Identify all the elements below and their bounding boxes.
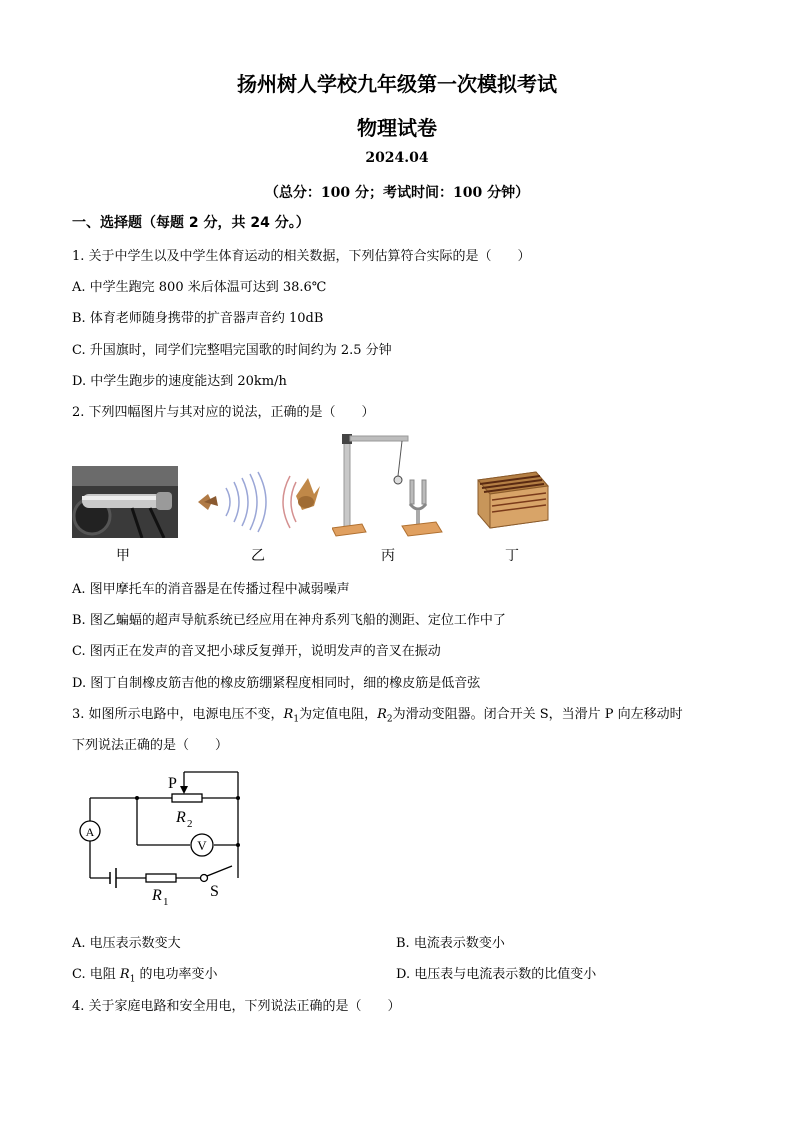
circuit-diagram [72,768,252,908]
ammeter-label: A [85,825,95,839]
q2-option-b: B. 图乙蝙蝠的超声导航系统已经应用在神舟系列飞船的测距、定位工作中了 [72,613,506,628]
question-2-stem: 2. 下列四幅图片与其对应的说法，正确的是（ ） [72,405,375,420]
q3-option-a: A. 电压表示数变大 [72,936,181,951]
figure-label-ding: 丁 [505,548,519,564]
q3-r1-subscript: 1 [293,714,300,725]
rubber-band-guitar-figure [470,466,550,530]
r2-label: R [176,809,186,826]
r1-subscript: 1 [163,896,169,908]
q3-option-c-suffix: 的电功率变小 [135,967,218,982]
school-title: 扬州树人学校九年级第一次模拟考试 [237,72,557,96]
bat-echolocation-figure [196,466,320,538]
question-1-stem: 1. 关于中学生以及中学生体育运动的相关数据，下列估算符合实际的是（ ） [72,249,531,264]
q3-option-c-prefix: C. 电阻 [72,967,120,982]
figure-label-bing: 丙 [381,548,395,564]
q3-option-c [72,963,218,985]
tuning-fork-figure [332,432,444,538]
r2-subscript: 2 [187,818,193,830]
figure-label-jia: 甲 [116,548,130,564]
q3-stem-part-c: 为滑动变阻器。闭合开关 S，当滑片 P 向左移动时 [392,707,683,722]
slider-label: P [168,775,177,792]
q3-option-c-r: R [119,967,130,982]
q3-r1-symbol: R [283,707,294,722]
q1-option-a: A. 中学生跑完 800 米后体温可达到 38.6℃ [72,280,327,295]
q1-option-d: D. 中学生跑步的速度能达到 20km/h [72,374,287,389]
q3-r2-subscript: 2 [386,714,393,725]
q2-option-d: D. 图丁自制橡皮筋吉他的橡皮筋绷紧程度相同时，细的橡皮筋是低音弦 [72,676,481,691]
voltmeter-label: V [197,838,207,853]
question-3-stem-line1 [72,703,683,725]
q3-option-c-sub: 1 [129,974,136,985]
figure-label-yi: 乙 [251,548,265,564]
subject-title: 物理试卷 [357,116,437,140]
q3-stem-part-a: 3. 如图所示电路中，电源电压不变， [72,707,284,722]
exam-info: （总分：100 分；考试时间：100 分钟） [264,185,530,201]
q2-option-c: C. 图丙正在发声的音叉把小球反复弹开，说明发声的音叉在振动 [72,644,441,659]
q2-option-a: A. 图甲摩托车的消音器是在传播过程中减弱噪声 [72,582,350,597]
question-3-stem-line2: 下列说法正确的是（ ） [72,738,229,753]
q3-option-b: B. 电流表示数变小 [396,936,505,951]
switch-label: S [210,883,219,900]
q3-r2-symbol: R [377,707,387,722]
question-4-stem: 4. 关于家庭电路和安全用电，下列说法正确的是（ ） [72,999,401,1014]
slider-arrow-icon [180,786,188,794]
motorcycle-muffler-figure [72,466,178,538]
r1-label: R [152,887,162,904]
q1-option-b: B. 体育老师随身携带的扩音器声音约 10dB [72,311,324,326]
exam-date: 2024.04 [365,150,429,166]
q3-option-d: D. 电压表与电流表示数的比值变小 [396,967,597,982]
section-heading: 一、选择题（每题 2 分，共 24 分。） [72,215,310,231]
q1-option-c: C. 升国旗时，同学们完整唱完国歌的时间约为 2.5 分钟 [72,343,392,358]
q3-stem-part-b: 为定值电阻， [299,707,378,722]
